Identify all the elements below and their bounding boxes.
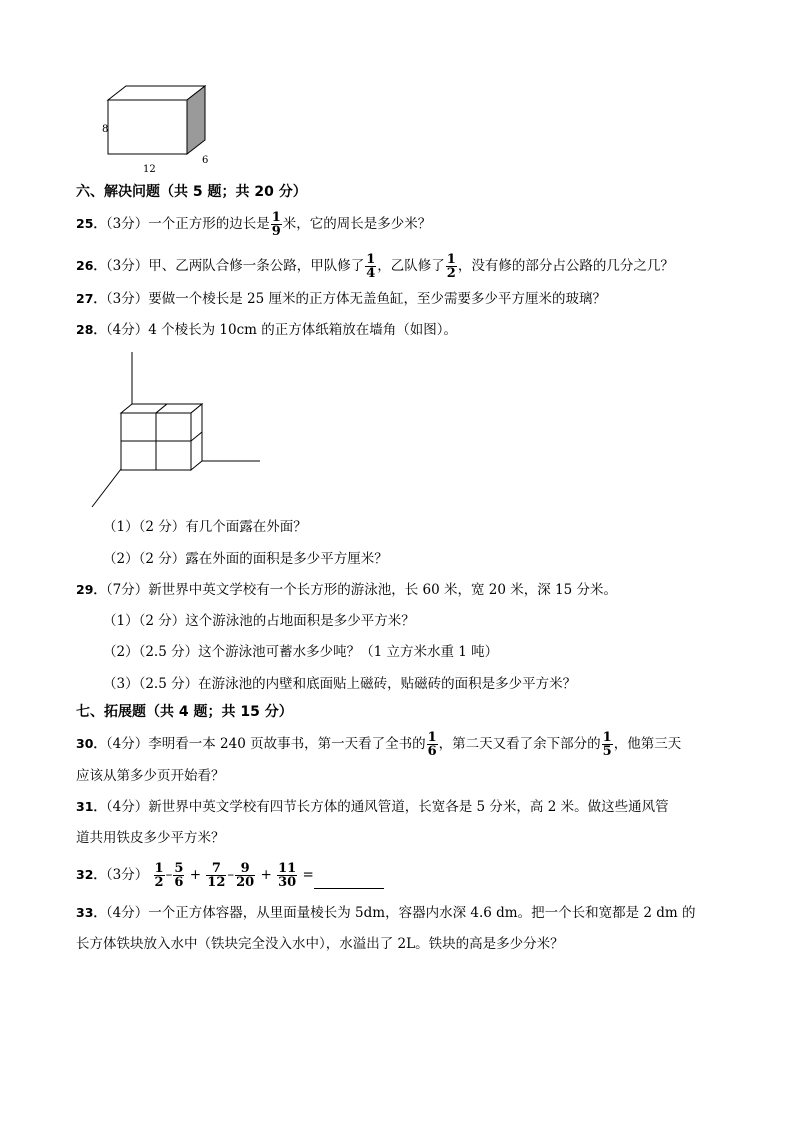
question-text: ，他第三天 (613, 736, 682, 752)
question-29-sub-3: （3）（2.5 分）在游泳池的内壁和底面贴上磁砖，贴磁砖的面积是多少平方米？ (103, 676, 577, 692)
question-number: 28． (76, 322, 106, 337)
points: （4分） (105, 905, 149, 921)
cuboid-length-label: 12 (143, 164, 156, 175)
question-26 (76, 253, 674, 280)
points: （4分） (105, 322, 149, 338)
question-29 (76, 580, 617, 600)
question-text: 4 个棱长为 10cm 的正方体纸箱放在墙角（如图）。 (148, 322, 458, 338)
question-text: ，没有修的部分占公路的几分之几？ (457, 258, 674, 274)
question-number: 31． (76, 799, 106, 814)
question-25 (76, 211, 431, 238)
question-text: ，第二天又看了余下部分的 (438, 736, 601, 752)
points: （7分） (105, 582, 149, 598)
question-text: 要做一个棱长是 25 厘米的正方体无盖鱼缸，至少需要多少平方厘米的玻璃？ (148, 291, 607, 307)
points: （4分） (105, 799, 149, 815)
equals-sign: = (302, 867, 314, 883)
cuboid-height-label: 8 (102, 124, 109, 135)
question-29-sub-2: （2）（2.5 分）这个游泳池可蓄水多少吨？（1 立方米水重 1 吨） (103, 644, 499, 660)
points: （3分） (105, 867, 149, 883)
question-text: ，乙队修了 (377, 258, 445, 274)
corner-cubes-figure (90, 352, 265, 512)
operator: + (260, 867, 272, 883)
question-27 (76, 289, 606, 309)
question-text: 一个正方形的边长是 (148, 216, 270, 232)
cuboid-width-label: 6 (202, 155, 209, 166)
fraction: $\frac{5}{6}$ (174, 861, 184, 890)
points: （4分） (105, 736, 149, 752)
operator: – (227, 867, 235, 883)
question-number: 29． (76, 582, 106, 597)
operator: – (165, 867, 173, 883)
question-33-line-2: 长方体铁块放入水中（铁块完全没入水中），水溢出了 2L。铁块的高是多少分米？ (76, 936, 564, 952)
fraction: $\frac{11}{30}$ (278, 861, 297, 890)
question-number: 33． (76, 905, 106, 920)
fraction: $\frac{1}{2}$ (154, 861, 164, 890)
question-30-line-2: 应该从第多少页开始看？ (76, 768, 225, 784)
question-28-sub-2: （2）（2 分）露在外面的面积是多少平方厘米？ (103, 551, 388, 567)
question-text: 新世界中英文学校有四节长方体的通风管道，长宽各是 5 分米，高 2 米。做这些通风管 (148, 799, 669, 815)
section-6-title: 六、解决问题（共 5 题；共 20 分） (76, 184, 307, 200)
question-number: 32． (76, 867, 106, 882)
question-number: 30． (76, 736, 106, 751)
fraction: $\frac{1}{4}$ (366, 252, 376, 281)
points: （3分） (105, 258, 149, 274)
question-29-sub-1: （1）（2 分）这个游泳池的占地面积是多少平方米？ (103, 613, 415, 629)
cuboid-figure (98, 82, 218, 177)
question-28-sub-1: （1）（2 分）有几个面露在外面？ (103, 519, 307, 535)
question-text: 甲、乙两队合修一条公路，甲队修了 (148, 258, 365, 274)
question-30 (76, 731, 681, 758)
points: （3分） (105, 216, 149, 232)
question-28 (76, 320, 457, 340)
operator: + (189, 867, 201, 883)
section-7-title: 七、拓展题（共 4 题；共 15 分） (76, 704, 293, 720)
question-32 (76, 862, 384, 889)
question-number: 26． (76, 258, 106, 273)
question-31 (76, 797, 669, 817)
question-text: 米，它的周长是多少米？ (282, 216, 432, 232)
question-33 (76, 903, 695, 923)
answer-blank[interactable] (314, 874, 384, 889)
fraction: $\frac{1}{9}$ (271, 210, 281, 239)
question-number: 25． (76, 216, 106, 231)
points: （3分） (105, 291, 149, 307)
fraction: $\frac{1}{2}$ (446, 252, 456, 281)
fraction: $\frac{1}{5}$ (602, 730, 612, 759)
question-number: 27． (76, 291, 106, 306)
fraction: $\frac{7}{12}$ (207, 861, 226, 890)
question-text: 一个正方体容器，从里面量棱长为 5dm，容器内水深 4.6 dm。把一个长和宽都是 2 dm 的 (148, 905, 696, 921)
fraction: $\frac{1}{6}$ (427, 730, 437, 759)
fraction: $\frac{9}{20}$ (236, 861, 255, 890)
question-31-line-2: 道共用铁皮多少平方米？ (76, 830, 225, 846)
question-text: 李明看一本 240 页故事书，第一天看了全书的 (148, 736, 426, 752)
question-text: 新世界中英文学校有一个长方形的游泳池，长 60 米，宽 20 米，深 15 分米。 (148, 582, 618, 598)
